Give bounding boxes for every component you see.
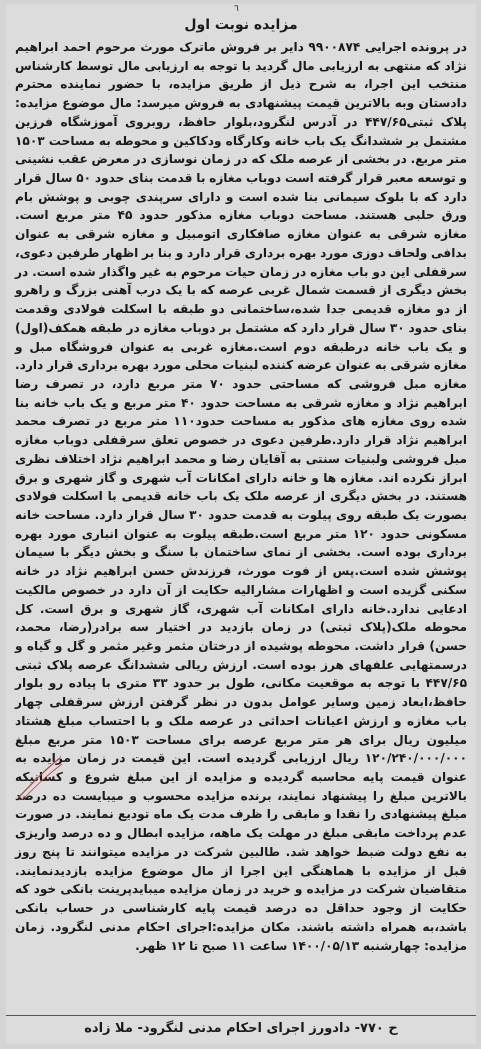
footer-divider (6, 1015, 476, 1016)
notice-title: مزایده نوبت اول (184, 17, 298, 33)
notice-body: در پرونده اجرایی ۹۹۰۰۸۷۴ دایر بر فروش ماترک مورث مرحوم احمد ابراهیم نژاد که منتهی به ارزیابی مال گردید با توجه به ارزیابی مال توسط کارشناس منتخب این اجرا، به شرح ذیل از طریق مزایده، با حضور نماینده محترم دادستان وبه بالاترین قیمت پیشنهادی به فروش میرسد: مال موضوع مزایده: پلاک ثبتی۴۴۷/۶۵ در آدرس لنگرود،بلوار حافظ، روبروی آموزشگاه فرزین مشتمل بر ششدانگ یک باب خانه وکارگاه ودکاکین و محوطه به مساحت ۱۵۰۳ متر مربع. در بخشی از عرصه ملک که در زمان نوسازی در معرض عقب نشینی و توسعه معبر قرار گرفته است دوباب مغازه با قدمت بنای حدود ۵۰ سال قرار دارد که با بلوک سیمانی بنا شده است و دارای سرپندی چوبی و پوشش بام ورق حلبی هستند. مساحت دوباب مغازه مذکور حدود ۴۵ متر مربع است. مغازه شرقی به عنوان مغازه صافکاری اتومبیل و مغازه شرقی به عنوان بدافی ولحاف دوزی مورد بهره برداری قرار دارد و بنا بر اظهار طرفین دعوی، سرقفلی این دو باب مغازه در زمان حیات مرحوم به غیر واگذار شده است. در بخش دیگری از قسمت شمال غربی عرصه که با یک درب آهنی بزرگ و راهرو از دو مغازه قدیمی جدا شده،ساختمانی دو طبقه با اسکلت فولادی وقدمت بنای حدود ۳۰ سال قرار دارد که مشتمل بر دوباب مغازه در طبقه همکف(اول) و یک باب خانه درطبقه دوم است.مغازه غربی به عنوان فروشگاه مبل و مغازه شرقی به عنوان عرضه کننده لبنیات محلی مورد بهره برداری قرار دارد. مغازه مبل فروشی که مساحتی حدود ۷۰ متر مربع دارد، در تصرف رضا ابراهیم نژاد و مغازه شرقی به مساحت حدود ۴۰ متر مربع و یک باب خانه بنا شده روی مغازه های مذکور به مساحت حدود۱۱۰ متر مربع در تصرف محمد ابراهیم نژاد قرار دارد.طرفین دعوی در خصوص تعلق سرقفلی دوباب مغازه مبل فروشی ولبنیات سنتی به آقایان رضا و محمد ابراهیم نژاد اختلاف نظری ابراز نکرده اند. مغازه ها و خانه دارای امکانات آب شهری و گاز شهری و برق هستند. در بخش دیگری از عرصه ملک یک باب خانه قدیمی با اسکلت فولادی بصورت یک طبقه روی پیلوت به قدمت حدود ۳۰ سال قرار دارد. مساحت خانه مسکونی حدود ۱۲۰ متر مربع است.طبقه پیلوت به عنوان انباری مورد بهره برداری بوده است. بخشی از نمای ساختمان با سنگ و بخش دیگر با سیمان پوشش شده است.پس از فوت مورث، فرزندش حسن ابراهیم نژاد در خانه سکنی گزیده است و اظهارات مشارالیه حکایت از آن دارد در خصوص مالکیت ادعایی ندارد.خانه دارای امکانات آب شهری، گاز شهری و برق است. کل محوطه ملک(پلاک ثبتی) در زمان بازدید در اختیار سه برادر(رضا، محمد، حسن) قرار داشت. محوطه پوشیده از درختان مثمر وغیر مثمر و گل و گیاه و درسمتهایی علفهای هرز بوده است. ارزش ریالی ششدانگ عرصه پلاک ثبتی ۴۴۷/۶۵ با توجه به موقعیت مکانی، طول بر حدود ۳۳ متری با پیاده رو بلوار حافظ،ابعاد زمین وسایر عوامل بدون در نظر گرفتن ارزش سرقفلی چهار باب مغازه و ارزش اعیانات احداثی در عرصه ملک و با احتساب مبلغ هشتاد میلیون ریال برای هر متر مربع عرصه برای مساحت ۱۵۰۳ متر مربع مبلغ ۱۲۰/۲۴۰/۰۰۰/۰۰۰ ریال ارزیابی گردیده است. این قیمت در زمان مزایده به عنوان قیمت پایه محاسبه گردیده و مزایده از این مبلغ شروع و کسانیکه بالاترین مبلغ را پیشنهاد نمایند، برنده مزایده محسوب و میبایست ده درصد مبلغ پیشنهادی را نقدا و مابقی را ظرف مدت یک ماه تودیع نمایند. در صورت عدم پرداخت مابقی مبلغ در مهلت یک ماهه، مزایده ابطال و ده درصد واریزی به نفع دولت ضبط خواهد شد. طالبین شرکت در مزایده میتوانند تا پنج روز قبل از مزایده با هماهنگی این اجرا از مال موضوع مزایده بازدیدنمایند. متقاضیان شرکت در مزایده و خرید در زمان مزایده میبایدپرینت بانکی خود که حکایت از وجود حداقل ده درصد قیمت پایه کارشناسی در حساب بانکی باشد،به همراه داشته باشند. مکان مزایده:اجرای احکام مدنی لنگرود. زمان مزایده: چهارشنبه ۱۴۰۰/۰۵/۱۳ ساعت ۱۱ صبح تا ۱۲ ظهر. (15, 40, 468, 953)
notice-footer: ح ۷۷۰- دادورز اجرای احکام مدنی لنگرود- ملا زاده (84, 1021, 398, 1036)
page-number: ٦ (234, 4, 239, 14)
newspaper-clipping (6, 4, 476, 1044)
pen-scratch-mark (16, 752, 64, 802)
